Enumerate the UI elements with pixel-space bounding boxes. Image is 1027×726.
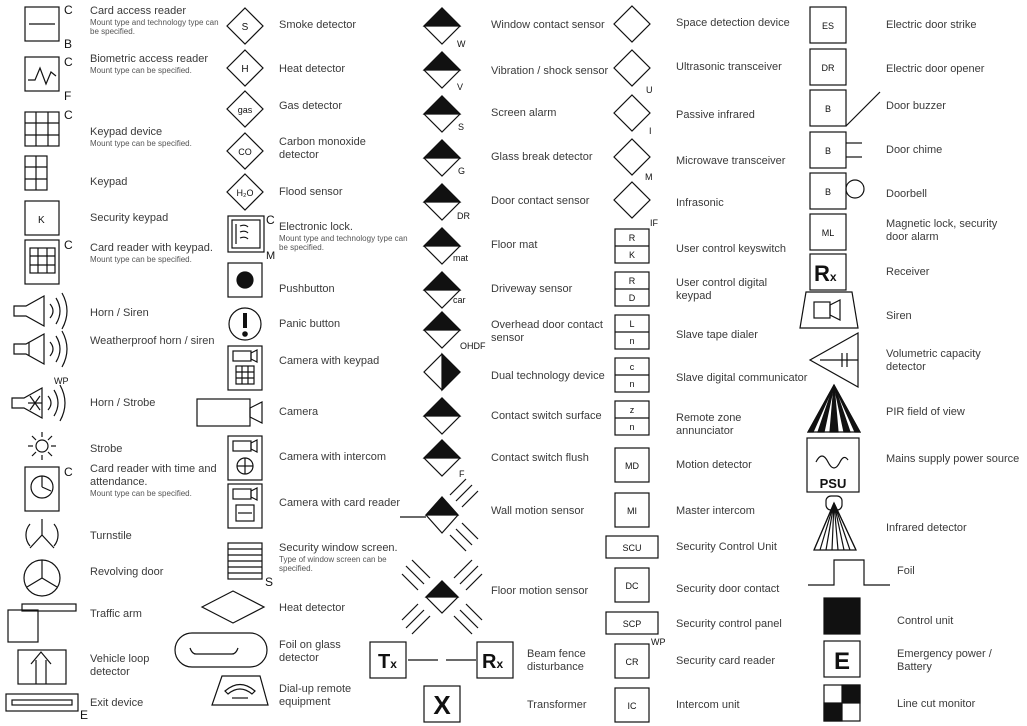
- svg-text:DR: DR: [457, 211, 470, 221]
- label-foil-on-glass: Foil on glass detector: [279, 639, 341, 664]
- label-revolving-door: Revolving door: [90, 566, 164, 578]
- label-transformer: Transformer: [527, 699, 587, 711]
- svg-text:C: C: [64, 465, 73, 479]
- label-contact-flush: Contact switch flush: [491, 452, 589, 464]
- label-horn-siren: Horn / Siren: [90, 307, 149, 319]
- infrared-detector-icon: [814, 496, 856, 550]
- camera-keypad-icon: [228, 346, 262, 390]
- svg-text:ES: ES: [821, 21, 835, 31]
- heat-detector-icon: [227, 50, 263, 86]
- keypad-icon: [25, 156, 47, 190]
- svg-text:z: z: [629, 405, 635, 415]
- label-zone-annunciator: Remote zone annunciator: [676, 412, 742, 437]
- label-security-control-panel: Security control panel: [676, 618, 782, 630]
- floor-mat-icon: [424, 228, 469, 264]
- svg-text:Rx: Rx: [814, 261, 837, 286]
- label-foil: Foil: [897, 565, 915, 577]
- electronic-lock-icon: [228, 213, 275, 262]
- label-screen-alarm: Screen alarm: [491, 107, 557, 119]
- svg-text:SCU: SCU: [622, 543, 642, 553]
- label-control-unit: Control unit: [897, 615, 954, 627]
- label-security-card-reader: Security card reader: [676, 655, 776, 667]
- floor-motion-icon: [402, 560, 482, 634]
- label-carbon-monoxide: Carbon monoxide detector: [279, 136, 366, 161]
- strobe-icon: [28, 432, 56, 460]
- door-contact-icon: [424, 184, 470, 221]
- svg-text:CR: CR: [625, 657, 639, 667]
- label-door-opener: Electric door opener: [886, 63, 985, 75]
- security-control-unit-icon: [606, 536, 658, 558]
- label-volumetric-capacity: Volumetric capacity detector: [886, 348, 981, 373]
- door-strike-icon: [810, 7, 846, 43]
- label-overhead-door: Overhead door contact sensor: [491, 319, 603, 344]
- svg-text:R: R: [628, 233, 636, 243]
- label-wall-motion: Wall motion sensor: [491, 505, 585, 517]
- window-contact-icon: [424, 8, 466, 49]
- label-vehicle-loop: Vehicle loop detector: [90, 653, 150, 678]
- driveway-sensor-icon: [424, 272, 466, 308]
- svg-text:B: B: [64, 37, 73, 51]
- label-card-reader-keypad: Card reader with keypad. Mount type can be specified.: [90, 242, 213, 264]
- glass-break-icon: [424, 140, 465, 176]
- svg-text:DR: DR: [821, 63, 835, 73]
- svg-text:n: n: [629, 379, 635, 389]
- svg-text:C: C: [64, 238, 73, 252]
- svg-text:V: V: [457, 82, 464, 92]
- svg-text:OHDF: OHDF: [460, 341, 486, 351]
- exit-device-icon: [6, 694, 88, 722]
- label-master-intercom: Master intercom: [676, 505, 755, 517]
- label-line-cut-monitor: Line cut monitor: [897, 698, 976, 710]
- label-door-chime: Door chime: [886, 144, 943, 156]
- svg-text:B: B: [824, 187, 832, 197]
- label-intercom-unit: Intercom unit: [676, 699, 740, 711]
- security-keypad-icon: [25, 201, 59, 235]
- door-opener-icon: [810, 49, 846, 85]
- svg-text:L: L: [629, 319, 635, 329]
- label-digital-keypad: User control digital keypad: [676, 277, 768, 302]
- svg-text:W: W: [457, 39, 466, 49]
- label-horn-strobe: Horn / Strobe: [90, 397, 156, 409]
- svg-text:D: D: [628, 293, 636, 303]
- pushbutton-icon: [228, 263, 262, 297]
- label-ultrasonic: Ultrasonic transceiver: [676, 61, 782, 73]
- label-window-contact: Window contact sensor: [491, 19, 605, 31]
- gas-detector-icon: [227, 91, 263, 127]
- svg-text:ML: ML: [821, 228, 835, 238]
- svg-text:K: K: [38, 215, 45, 226]
- svg-text:F: F: [64, 89, 72, 103]
- security-card-reader-icon: [615, 637, 666, 678]
- svg-text:E: E: [80, 708, 89, 722]
- svg-text:MI: MI: [627, 506, 637, 516]
- label-pir-field: PIR field of view: [886, 406, 965, 418]
- label-infrared-detector: Infrared detector: [886, 522, 967, 534]
- space-detection-icon: [614, 6, 650, 42]
- label-heat-detector: Heat detector: [279, 63, 346, 75]
- keyswitch-icon: [615, 229, 649, 263]
- label-flood-sensor: Flood sensor: [279, 186, 343, 198]
- label-card-access-reader: Card access reader Mount type and technology type can be specified.: [90, 5, 219, 36]
- biometric-reader-icon: [25, 55, 73, 103]
- screen-alarm-icon: [424, 96, 464, 132]
- svg-text:Rx: Rx: [482, 651, 504, 673]
- svg-text:R: R: [628, 276, 636, 286]
- label-digital-communicator: Slave digital communicator: [676, 372, 808, 384]
- intercom-unit-icon: [615, 688, 649, 722]
- control-unit-icon: [824, 598, 860, 634]
- svg-text:car: car: [453, 295, 466, 305]
- panic-button-icon: [229, 308, 261, 340]
- label-vibration-sensor: Vibration / shock sensor: [491, 65, 609, 77]
- label-dual-technology: Dual technology device: [491, 370, 605, 382]
- infrasonic-icon: [614, 182, 659, 228]
- contact-switch-flush-icon: [424, 440, 465, 479]
- receiver-icon: [810, 254, 846, 290]
- siren-icon: [800, 292, 858, 328]
- label-biometric-reader: Biometric access reader Mount type can be specified.: [90, 53, 208, 75]
- label-security-door-contact: Security door contact: [676, 583, 780, 595]
- digital-communicator-icon: [615, 358, 649, 392]
- card-reader-time-icon: [25, 465, 73, 511]
- label-driveway-sensor: Driveway sensor: [491, 283, 573, 295]
- camera-intercom-icon: [228, 436, 262, 480]
- label-keypad: Keypad: [90, 176, 128, 188]
- svg-text:CO: CO: [238, 147, 252, 157]
- label-camera-intercom: Camera with intercom: [279, 451, 386, 463]
- dial-up-remote-icon: [212, 676, 268, 705]
- label-pushbutton: Pushbutton: [279, 283, 335, 295]
- overhead-door-icon: [424, 312, 486, 351]
- label-space-detection: Space detection device: [676, 17, 790, 29]
- svg-text:C: C: [266, 213, 275, 227]
- label-keypad-device: Keypad device Mount type can be specified.: [90, 126, 192, 148]
- label-traffic-arm: Traffic arm: [90, 608, 142, 620]
- master-intercom-icon: [615, 493, 649, 527]
- svg-text:K: K: [628, 250, 636, 260]
- label-receiver: Receiver: [886, 266, 930, 278]
- svg-text:U: U: [646, 85, 653, 95]
- svg-text:c: c: [629, 362, 635, 372]
- svg-text:S: S: [265, 575, 274, 589]
- turnstile-icon: [26, 519, 58, 548]
- magnetic-lock-icon: [810, 214, 846, 250]
- camera-icon: [197, 399, 262, 426]
- svg-text:H₂O: H₂O: [236, 188, 254, 198]
- label-turnstile: Turnstile: [90, 530, 132, 542]
- camera-card-reader-icon: [228, 484, 262, 528]
- svg-text:IC: IC: [627, 701, 637, 711]
- svg-text:WP: WP: [54, 376, 69, 386]
- label-microwave: Microwave transceiver: [676, 155, 786, 167]
- svg-text:IF: IF: [650, 218, 658, 228]
- label-magnetic-lock: Magnetic lock, security door alarm: [886, 218, 998, 243]
- svg-text:S: S: [458, 122, 465, 132]
- label-electronic-lock: Electronic lock. Mount type and technology type can be specified.: [279, 221, 408, 252]
- volumetric-capacity-icon: [810, 333, 858, 387]
- dual-technology-icon: [424, 354, 460, 390]
- label-glass-break: Glass break detector: [491, 151, 593, 163]
- vibration-sensor-icon: [424, 52, 463, 92]
- svg-text:n: n: [629, 336, 635, 346]
- label-strobe: Strobe: [90, 443, 123, 455]
- traffic-arm-icon: [8, 604, 76, 642]
- weatherproof-horn-icon: [14, 331, 67, 367]
- svg-text:C: C: [64, 3, 73, 17]
- label-motion-detector: Motion detector: [676, 459, 752, 471]
- door-buzzer-icon: [810, 90, 880, 126]
- label-security-control-unit: Security Control Unit: [676, 541, 777, 553]
- label-infrasonic: Infrasonic: [676, 197, 724, 209]
- label-camera-card-reader: Camera with card reader: [279, 497, 401, 509]
- foil-icon: [808, 560, 890, 585]
- tape-dialer-icon: [615, 315, 649, 349]
- label-floor-motion: Floor motion sensor: [491, 585, 589, 597]
- svg-text:SCP: SCP: [622, 619, 642, 629]
- horn-strobe-icon: [12, 376, 69, 421]
- label-door-contact: Door contact sensor: [491, 195, 590, 207]
- label-panic-button: Panic button: [279, 318, 341, 330]
- svg-text:gas: gas: [237, 105, 253, 115]
- svg-text:B: B: [824, 146, 832, 156]
- label-door-strike: Electric door strike: [886, 19, 977, 31]
- label-emergency-power: Emergency power / Battery: [897, 648, 992, 673]
- contact-switch-surface-icon: [424, 398, 460, 434]
- svg-text:PSU: PSU: [819, 476, 847, 491]
- passive-infrared-icon: [614, 95, 652, 136]
- line-cut-monitor-icon: [824, 685, 860, 721]
- label-tape-dialer: Slave tape dialer: [676, 329, 758, 341]
- beam-fence-icon: [370, 642, 513, 678]
- svg-text:H: H: [241, 64, 249, 75]
- label-camera-keypad: Camera with keypad: [279, 355, 380, 367]
- svg-text:E: E: [833, 648, 851, 675]
- label-siren: Siren: [886, 310, 912, 322]
- svg-text:mat: mat: [453, 253, 469, 263]
- carbon-monoxide-icon: [227, 133, 263, 169]
- label-keyswitch: User control keyswitch: [676, 243, 787, 255]
- svg-text:C: C: [64, 108, 73, 122]
- label-camera: Camera: [279, 406, 319, 418]
- label-exit-device: Exit device: [90, 697, 144, 709]
- label-smoke-detector: Smoke detector: [279, 19, 357, 31]
- door-chime-icon: [810, 132, 862, 168]
- card-reader-keypad-icon: [25, 238, 73, 284]
- svg-text:I: I: [649, 126, 652, 136]
- svg-text:B: B: [824, 104, 832, 114]
- revolving-door-icon: [24, 560, 60, 596]
- label-door-buzzer: Door buzzer: [886, 100, 946, 112]
- svg-text:WP: WP: [651, 637, 666, 647]
- label-weatherproof-horn: Weatherproof horn / siren: [90, 335, 215, 347]
- svg-text:DC: DC: [625, 581, 639, 591]
- pir-field-icon: [808, 385, 860, 432]
- security-window-screen-icon: [228, 543, 273, 589]
- label-mains-supply: Mains supply power source: [886, 453, 1020, 465]
- digital-keypad-icon: [615, 272, 649, 306]
- security-door-contact-icon: [615, 568, 649, 602]
- svg-text:n: n: [629, 422, 635, 432]
- label-doorbell: Doorbell: [886, 188, 927, 200]
- label-contact-surface: Contact switch surface: [491, 410, 602, 422]
- label-heat-detector-2: Heat detector: [279, 602, 346, 614]
- wall-motion-icon: [400, 479, 478, 551]
- smoke-detector-icon: [227, 8, 263, 44]
- motion-detector-icon: [615, 448, 649, 482]
- transformer-icon: [424, 686, 460, 722]
- microwave-icon: [614, 139, 653, 182]
- svg-text:M: M: [266, 250, 276, 262]
- doorbell-icon: [810, 173, 864, 209]
- card-access-reader-icon: [25, 3, 73, 51]
- svg-text:X: X: [433, 690, 451, 720]
- label-dial-up-remote: Dial-up remote equipment: [279, 683, 352, 708]
- label-beam-fence: Beam fence disturbance: [527, 648, 586, 673]
- heat-detector-wide-icon: [202, 591, 264, 623]
- label-security-keypad: Security keypad: [90, 212, 169, 224]
- svg-text:S: S: [241, 22, 249, 33]
- emergency-power-icon: [824, 641, 860, 677]
- svg-text:Tx: Tx: [378, 651, 397, 673]
- label-card-reader-time: Card reader with time and attendance. Mount type can be specified.: [90, 463, 217, 498]
- horn-siren-icon: [14, 293, 67, 329]
- label-security-window-screen: Security window screen. Type of window screen can be specified.: [279, 542, 398, 573]
- zone-annunciator-icon: [615, 401, 649, 435]
- label-passive-infrared: Passive infrared: [676, 109, 755, 121]
- flood-sensor-icon: [227, 174, 263, 210]
- svg-text:G: G: [458, 166, 466, 176]
- svg-text:C: C: [64, 55, 73, 69]
- label-floor-mat: Floor mat: [491, 239, 538, 251]
- ultrasonic-icon: [614, 50, 653, 95]
- vehicle-loop-icon: [18, 650, 66, 684]
- svg-text:M: M: [645, 172, 653, 182]
- label-gas-detector: Gas detector: [279, 100, 342, 112]
- keypad-device-icon: [25, 108, 73, 146]
- security-control-panel-icon: [606, 612, 658, 634]
- svg-text:F: F: [459, 469, 465, 479]
- svg-text:MD: MD: [625, 461, 639, 471]
- power-supply-icon: [807, 438, 859, 492]
- foil-on-glass-icon: [175, 633, 267, 667]
